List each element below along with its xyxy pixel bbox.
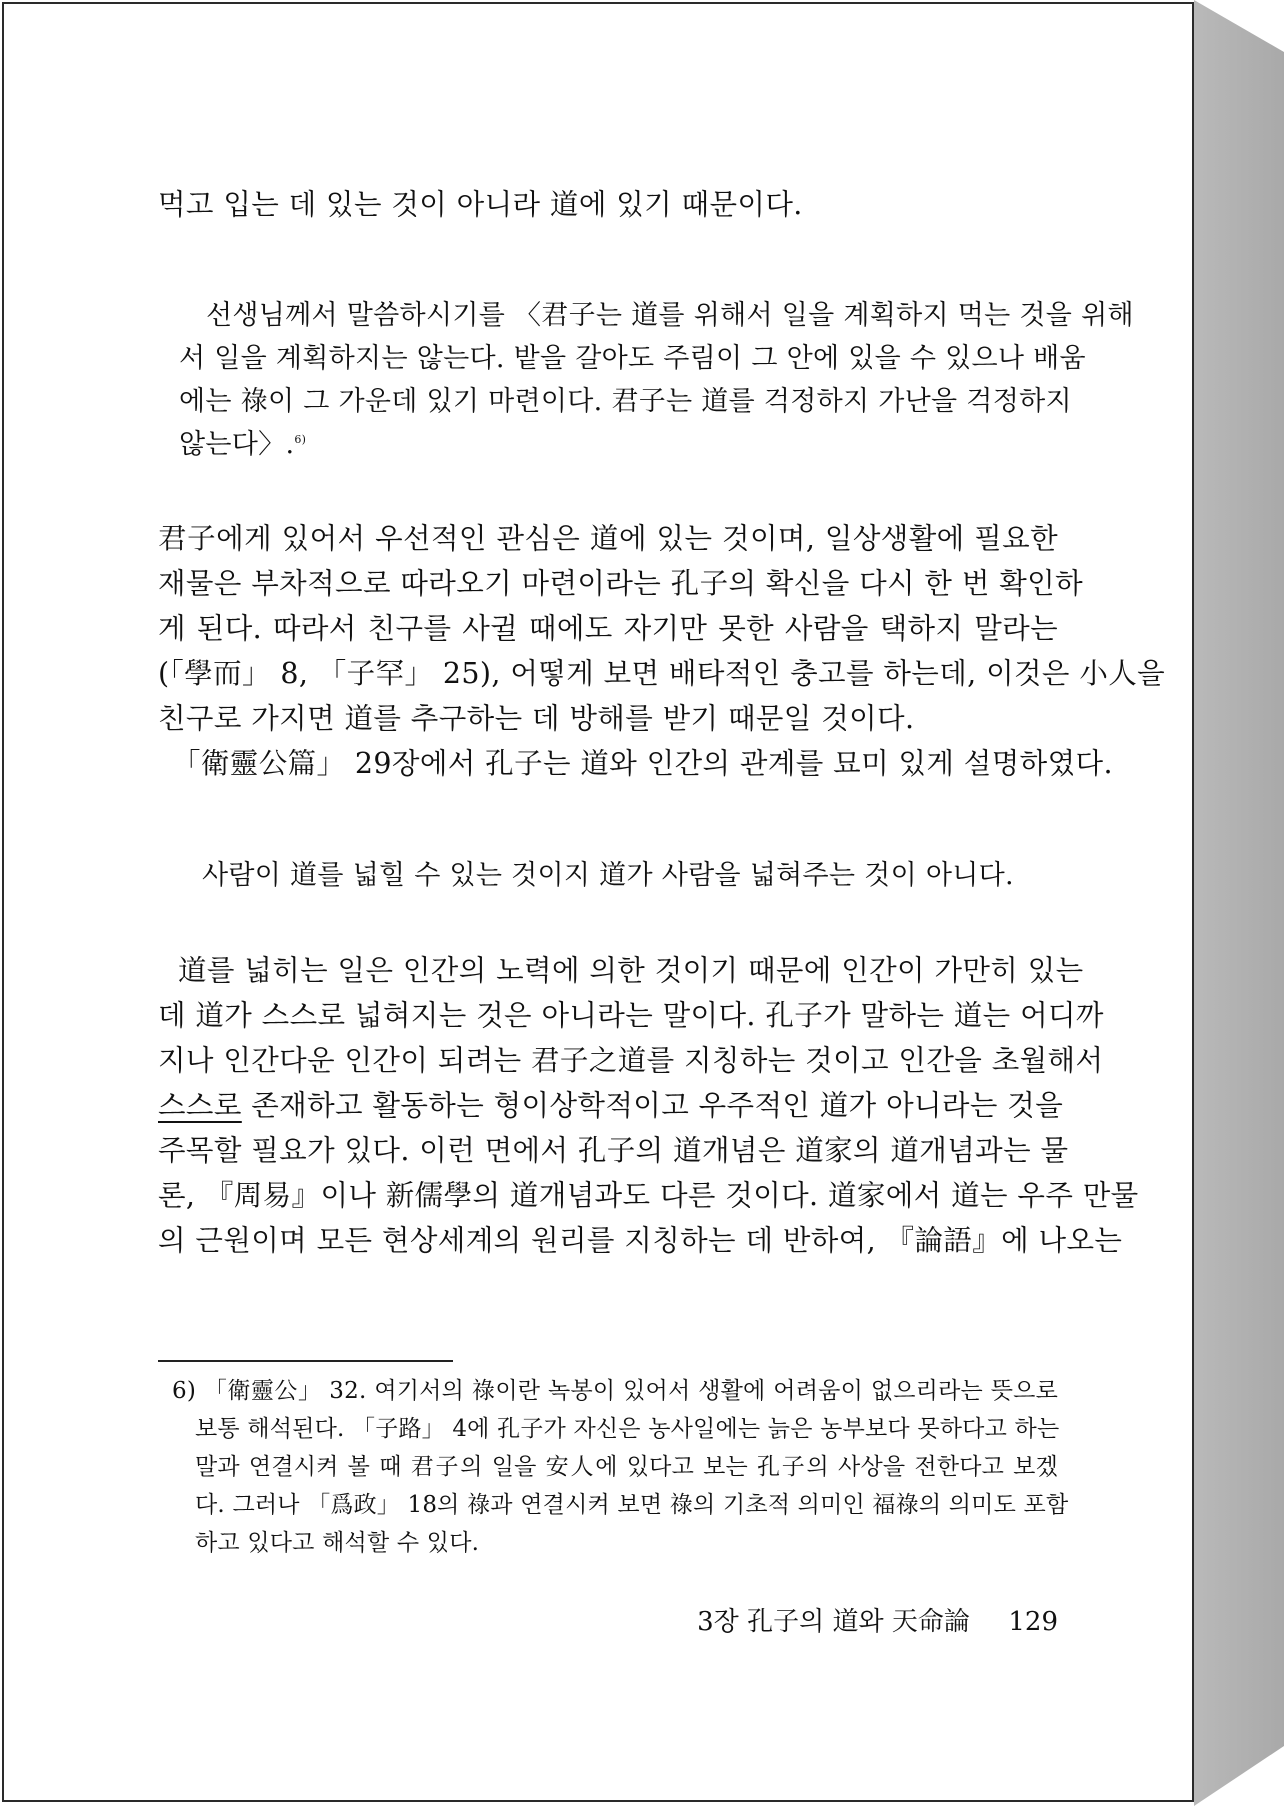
running-footer (684, 1600, 1058, 1644)
block-quote-1 (179, 294, 1134, 466)
text-line: 데 道가 스스로 넓혀지는 것은 아니라는 말이다. 孔子가 말하는 道는 어디까 (158, 999, 1104, 1032)
text-line: 게 된다. 따라서 친구를 사귈 때에도 자기만 못한 사람을 택하지 말라는 (158, 612, 1058, 645)
text-line: 「衛靈公篇」 29장에서 孔子는 道와 인간의 관계를 묘미 있게 설명하였다. (172, 747, 1113, 780)
text-line: 서 일을 계획하지는 않는다. 밭을 갈아도 주림이 그 안에 있을 수 있으나 배움 (179, 343, 1086, 374)
text-line-last (179, 423, 1059, 466)
text-line: 道를 넓히는 일은 인간의 노력에 의한 것이기 때문에 인간이 가만히 있는 (178, 954, 1084, 987)
footnote-line: 보통 해석된다. 「子路」 4에 孔子가 자신은 농사일에는 늙은 농부보다 못하다고 하는 (195, 1416, 1060, 1442)
underlined-word: 스스로 (158, 1089, 242, 1122)
footnote-ref: 6) (294, 433, 307, 446)
book-page-edge (1194, 0, 1284, 1806)
footnote-6 (172, 1372, 1069, 1562)
footnote-line: 하고 있다고 해석할 수 있다. (195, 1530, 480, 1556)
block-quote-2 (202, 854, 1082, 897)
text-line: (「學而」 8, 「子罕」 25), 어떻게 보면 배타적인 충고를 하는데, 이것은 小人을 (158, 657, 1166, 690)
text-line: 선생님께서 말씀하시기를 〈君子는 道를 위해서 일을 계획하지 먹는 것을 위해 (206, 300, 1134, 331)
text-line: 의 근원이며 모든 현상세계의 원리를 지칭하는 데 반하여, 『論語』에 나오는 (158, 1224, 1123, 1257)
text-line: 스스로 존재하고 활동하는 형이상학적이고 우주적인 道가 아니라는 것을 (158, 1089, 1064, 1122)
text-line: 지나 인간다운 인간이 되려는 君子之道를 지칭하는 것이고 인간을 초월해서 (158, 1044, 1104, 1077)
paragraph-3 (158, 948, 1139, 1263)
page-number: 129 (1008, 1607, 1058, 1637)
text-line: 君子에게 있어서 우선적인 관심은 道에 있는 것이며, 일상생활에 필요한 (158, 522, 1058, 555)
text-line: 친구로 가지면 道를 추구하는 데 방해를 받기 때문일 것이다. (158, 702, 915, 735)
text-line: 론, 『周易』이나 新儒學의 道개념과도 다른 것이다. 道家에서 道는 우주 만물 (158, 1179, 1139, 1212)
text-line: 재물은 부차적으로 따라오기 마련이라는 孔子의 확신을 다시 한 번 확인하 (158, 567, 1084, 600)
footnote-line: 말과 연결시켜 볼 때 君子의 일을 安人에 있다고 보는 孔子의 사상을 전한다고 보겠 (195, 1454, 1058, 1480)
footnote-rule (158, 1360, 453, 1362)
text-line: 사람이 道를 넓힐 수 있는 것이지 道가 사람을 넓혀주는 것이 아니다. (202, 860, 1014, 891)
text-line: 에는 祿이 그 가운데 있기 마련이다. 君子는 道를 걱정하지 가난을 걱정하지 (179, 386, 1072, 417)
quote-text: 않는다〉. (179, 429, 295, 460)
footnote-line: 6) 「衛靈公」 32. 여기서의 祿이란 녹봉이 있어서 생활에 어려움이 없으리라는 뜻으로 (172, 1378, 1058, 1404)
paragraph-2 (158, 516, 1166, 786)
footnote-line: 다. 그러나 「爲政」 18의 祿과 연결시켜 보면 祿의 기초적 의미인 福祿의 의미도 포함 (195, 1492, 1069, 1518)
book-page (2, 2, 1194, 1802)
paragraph-1 (158, 182, 1058, 227)
text-line: 먹고 입는 데 있는 것이 아니라 道에 있기 때문이다. (158, 188, 803, 221)
text-line: 주목할 필요가 있다. 이런 면에서 孔子의 道개념은 道家의 道개념과는 물 (158, 1134, 1069, 1167)
chapter-title: 3장 孔子의 道와 天命論 (697, 1607, 970, 1637)
